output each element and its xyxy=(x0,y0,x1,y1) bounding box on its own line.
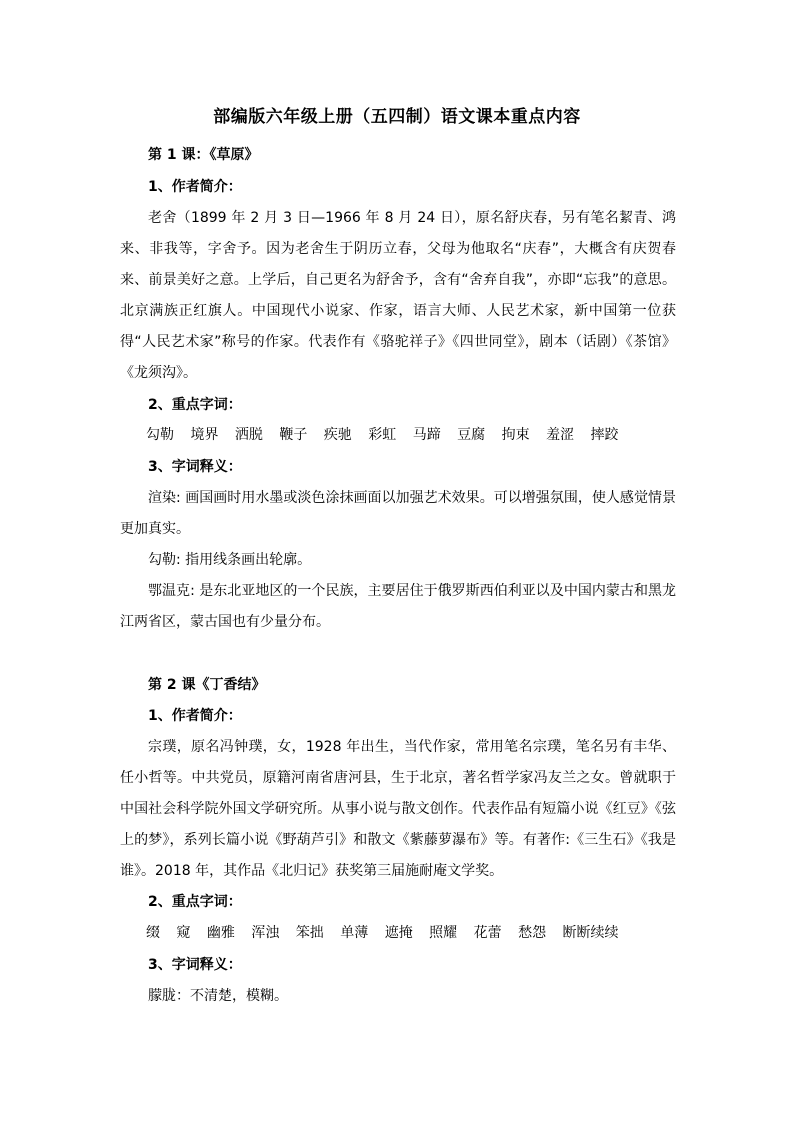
word-item: 缀 xyxy=(146,925,160,941)
word-item: 洒脱 xyxy=(234,427,263,443)
word-item: 愁怨 xyxy=(518,925,547,941)
word-item: 花蕾 xyxy=(473,925,502,941)
lesson1-author-text: 老舍（1899 年 2 月 3 日—1966 年 8 月 24 日），原名舒庆春，另有笔名絜青、鸿来、非我等，字舍予。因为老舍生于阴历立春，父母为他取名“庆春”，大概含有庆贺春来、前景美好之意。上学后，自己更名为舒舍予，含有“舍弃自我”，亦即“忘我”的意思。北京满族正红旗人。中国现代小说家、作家，语言大师、人民艺术家，新中国第一位获得“人民艺术家”称号的作家。代表作有《骆驼祥子》《四世同堂》，剧本（话剧）《茶馆》《龙须沟》。 xyxy=(120,210,676,381)
word-item: 笨拙 xyxy=(295,925,324,941)
word-item: 摔跤 xyxy=(590,427,619,443)
lesson2-defs-heading: 3、字词释义： xyxy=(148,957,242,973)
word-item: 马蹄 xyxy=(412,427,441,443)
document-title: 部编版六年级上册（五四制）语文课本重点内容 xyxy=(213,107,581,127)
lesson2-author-text: 宗璞，原名冯钟璞，女，1928 年出生，当代作家，常用笔名宗璞，笔名另有丰华、任小哲等。中共党员，原籍河南省唐河县，生于北京，著名哲学家冯友兰之女。曾就职于中国社会科学院外国文学研究所。从事小说与散文创作。代表作品有短篇小说《红豆》《弦上的梦》，系列长篇小说《野葫芦引》和散文《紫藤萝瀑布》等。有著作:《三生石》《我是谁》。2018 年，其作品《北归记》获奖第三届施耐庵文学奖。 xyxy=(120,739,676,879)
lesson2-words-heading: 2、重点字词： xyxy=(148,894,242,910)
lesson1-words-heading: 2、重点字词： xyxy=(148,397,242,413)
word-item: 断断续续 xyxy=(562,925,619,941)
lesson1-word-list xyxy=(146,420,631,450)
lesson1-def-ewenke: 鄂温克: 是东北亚地区的一个民族，主要居住于俄罗斯西伯利亚以及中国内蒙古和黑龙江两省区，蒙古国也有少量分布。 xyxy=(120,583,676,630)
word-item: 窥 xyxy=(176,925,191,941)
lesson2-author-heading: 1、作者简介： xyxy=(148,708,242,724)
word-item: 照耀 xyxy=(429,925,458,941)
lesson1-def-goule: 勾勒: 指用线条画出轮廓。 xyxy=(148,552,312,568)
word-item: 幽雅 xyxy=(206,925,235,941)
lesson2-heading: 第 2 课《丁香结》 xyxy=(148,677,266,693)
word-item: 豆腐 xyxy=(457,427,486,443)
lesson1-def-xuanran: 渲染: 画国画时用水墨或淡色涂抹画面以加强艺术效果。可以增强氛围，使人感觉情景更加真实。 xyxy=(120,490,676,537)
lesson1-author-heading: 1、作者简介： xyxy=(148,179,242,195)
lesson2-word-list xyxy=(146,918,631,948)
word-item: 疾驰 xyxy=(323,427,352,443)
word-item: 遮掩 xyxy=(384,925,413,941)
lesson1-defs-heading: 3、字词释义： xyxy=(148,459,242,475)
word-item: 羞涩 xyxy=(546,427,575,443)
word-item: 彩虹 xyxy=(368,427,397,443)
word-item: 单薄 xyxy=(340,925,369,941)
word-item: 浑浊 xyxy=(251,925,280,941)
word-item: 鞭子 xyxy=(279,427,308,443)
word-item: 境界 xyxy=(190,427,219,443)
lesson1-heading: 第 1 课：《草原》 xyxy=(148,147,259,163)
word-item: 拘束 xyxy=(501,427,530,443)
word-item: 勾勒 xyxy=(146,427,174,443)
lesson2-def-menglong: 朦胧：不清楚，模糊。 xyxy=(148,988,288,1004)
